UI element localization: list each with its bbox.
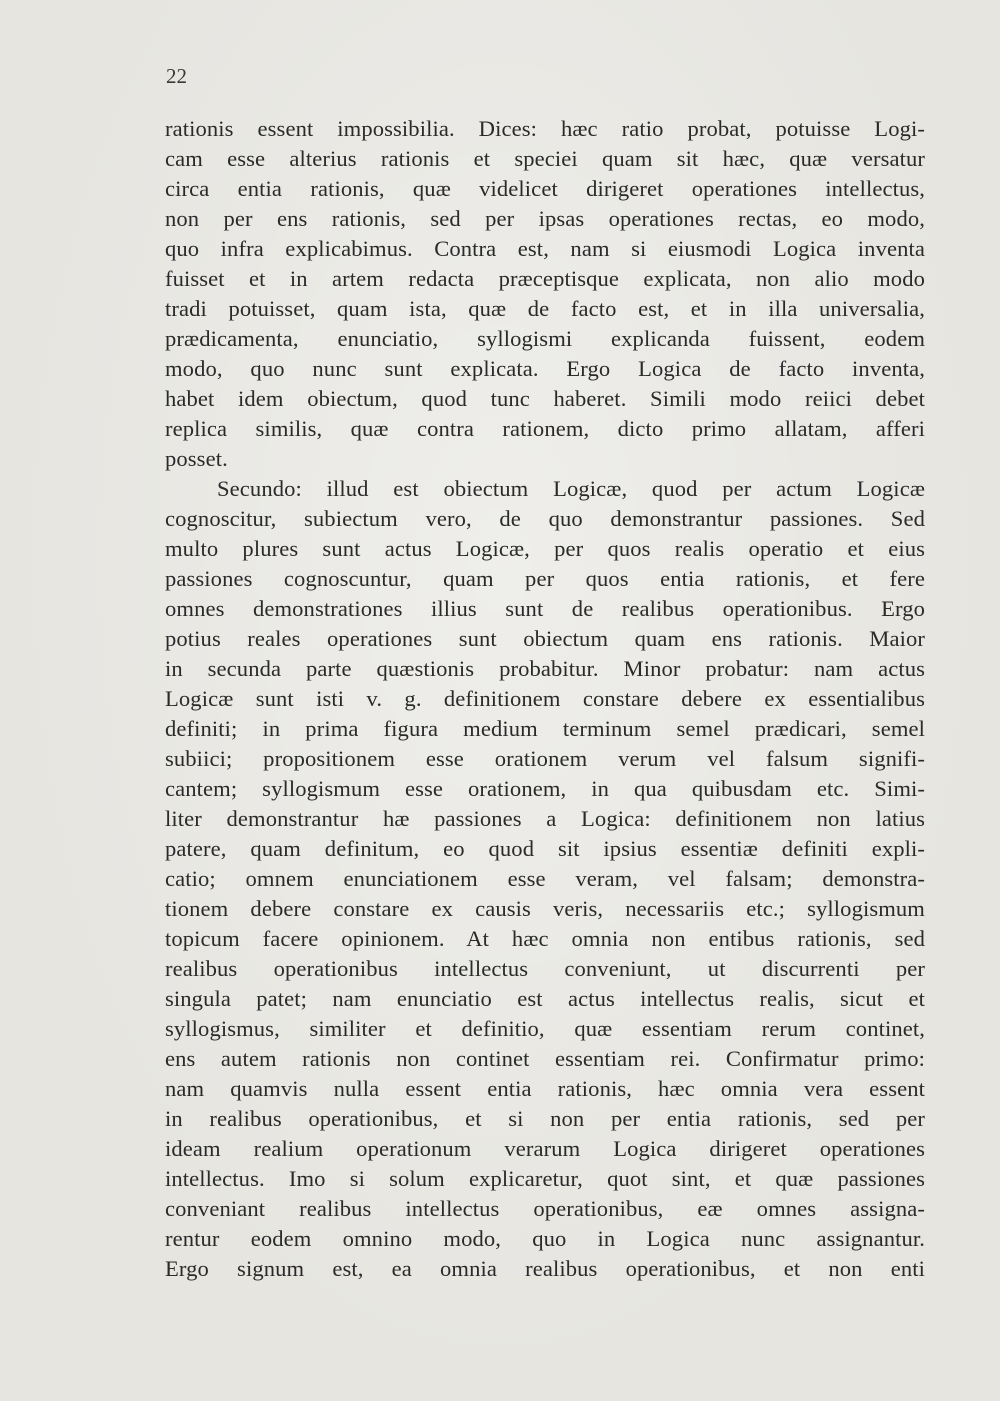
text-line-28: topicum facere opinionem. At hæc omnia non entibus rationis, sed [165,926,925,951]
text-line-8: prædicamenta, enunciatio, syllogismi explicanda fuissent, eodem [165,326,925,351]
text-line-35: ideam realium operationum verarum Logica dirigeret operationes [165,1136,925,1161]
text-line-3: circa entia rationis, quæ videlicet dirigeret operationes intellectus, [165,176,925,201]
text-line-39: Ergo signum est, ea omnia realibus operationibus, et non enti [165,1256,925,1281]
text-line-19: in secunda parte quæstionis probabitur. Minor probatur: nam actus [165,656,925,681]
show-through-marks [962,418,1000,508]
text-line-18: potius reales operationes sunt obiectum quam ens rationis. Maior [165,626,925,651]
text-line-22: subiici; propositionem esse orationem verum vel falsum signifi- [165,746,925,771]
text-line-15: multo plures sunt actus Logicæ, per quos realis operatio et eius [165,536,925,561]
text-line-20: Logicæ sunt isti v. g. definitionem constare debere ex essentialibus [165,686,925,711]
text-line-34: in realibus operationibus, et si non per entia rationis, sed per [165,1106,925,1131]
text-line-6: fuisset et in artem redacta præceptisque explicata, non alio modo [165,266,925,291]
text-line-21: definiti; in prima figura medium terminum semel prædicari, semel [165,716,925,741]
text-line-30: singula patet; nam enunciatio est actus intellectus realis, sicut et [165,986,925,1011]
text-line-1: rationis essent impossibilia. Dices: hæc ratio probat, potuisse Logi- [165,116,925,141]
text-line-4: non per ens rationis, sed per ipsas operationes rectas, eo modo, [165,206,925,231]
text-line-37: conveniant realibus intellectus operationibus, eæ omnes assigna- [165,1196,925,1221]
text-line-26: catio; omnem enunciationem esse veram, vel falsam; demonstra- [165,866,925,891]
text-line-38: rentur eodem omnino modo, quo in Logica nunc assignantur. [165,1226,925,1251]
text-line-16: passiones cognoscuntur, quam per quos entia rationis, et fere [165,566,925,591]
text-line-25: patere, quam definitum, eo quod sit ipsius essentiæ definiti expli- [165,836,925,861]
text-line-27: tionem debere constare ex causis veris, necessariis etc.; syllogismum [165,896,925,921]
text-line-23: cantem; syllogismum esse orationem, in qua quibusdam etc. Simi- [165,776,925,801]
text-line-29: realibus operationibus intellectus conveniunt, ut discurrenti per [165,956,925,981]
text-line-2: cam esse alterius rationis et speciei quam sit hæc, quæ versatur [165,146,925,171]
text-line-7: tradi potuisset, quam ista, quæ de facto est, et in illa universalia, [165,296,925,321]
text-line-9: modo, quo nunc sunt explicata. Ergo Logica de facto inventa, [165,356,925,381]
text-line-24: liter demonstrantur hæ passiones a Logica: definitionem non latius [165,806,925,831]
body-text [165,114,925,1284]
text-line-32: ens autem rationis non continet essentiam rei. Confirmatur primo: [165,1046,925,1071]
text-line-11: replica similis, quæ contra rationem, dicto primo allatam, afferi [165,416,925,441]
text-line-36: intellectus. Imo si solum explicaretur, quot sint, et quæ passiones [165,1166,925,1191]
text-line-10: habet idem obiectum, quod tunc haberet. Simili modo reiici debet [165,386,925,411]
text-line-33: nam quamvis nulla essent entia rationis, hæc omnia vera essent [165,1076,925,1101]
text-line-12: posset. [165,446,228,471]
text-line-13: Secundo: illud est obiectum Logicæ, quod per actum Logicæ [217,476,925,501]
text-line-31: syllogismus, similiter et definitio, quæ essentiam rerum continet, [165,1016,925,1041]
page-number: 22 [166,64,187,88]
text-line-17: omnes demonstrationes illius sunt de realibus operationibus. Ergo [165,596,925,621]
text-line-14: cognoscitur, subiectum vero, de quo demonstrantur passiones. Sed [165,506,925,531]
text-line-5: quo infra explicabimus. Contra est, nam si eiusmodi Logica inventa [165,236,925,261]
